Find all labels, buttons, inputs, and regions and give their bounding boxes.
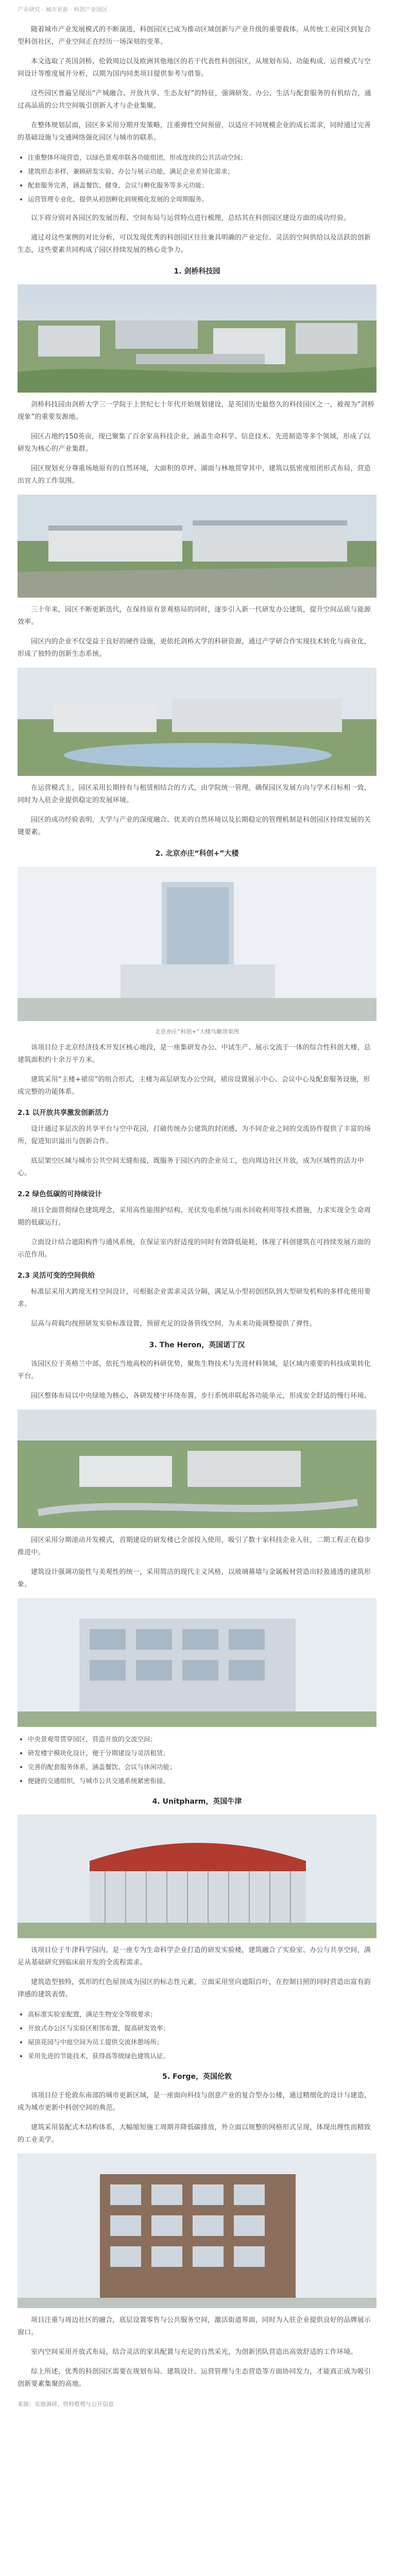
intro-paragraph: 在整体规划层面，园区多采用分期开发策略，注重弹性空间预留，以适应不同规模企业的成长需求，同时通过完善的基础设施与交通网络强化园区与城市的联系。 [18,122,371,142]
section-4 [0,1796,394,2062]
body-paragraph: 园区规划充分尊重场地原有的自然环境，大面积的草坪、湖面与林地贯穿其中，建筑以低密度组团形式布局，营造出宜人的工作氛围。 [18,465,371,485]
section-2 [0,848,394,1330]
body-paragraph: 园区占地约150英亩，现已聚集了百余家高科技企业，涵盖生命科学、信息技术、先进制造等多个领域，形成了以研发为核心的产业集群。 [18,433,371,453]
tower-render [18,867,376,1021]
body-paragraph: 设计通过多层次的共享平台与空中花园，打破传统办公建筑的封闭感，为不同企业之间的交流协作提供了丰富的场所，促进知识溢出与创新合作。 [18,1125,371,1145]
body-paragraph: 立面设计结合遮阳构件与通风系统，在保证室内舒适度的同时有效降低能耗，体现了科创建筑在可持续发展方面的示范作用。 [18,1239,371,1259]
list-item: • 完善的配套服务体系，涵盖餐饮、会议与休闲功能； [28,1761,376,1773]
body-paragraph: 该项目位于伦敦东南部的城市更新区域，是一座面向科技与创意产业的复合型办公楼，通过精细化的设计与建造，成为城市更新中科创空间的典范。 [18,2092,371,2112]
subsection-title: 2.3 灵活可变的空间供给 [18,1272,95,1280]
list-item: • 配套服务完善，涵盖餐饮、健身、会议与孵化服务等多元功能； [28,179,376,191]
section-3 [0,1340,394,1787]
intro-section [0,24,394,257]
body-paragraph: 标准层采用大跨度无柱空间设计，可根据企业需求灵活分隔，满足从小型初创团队到大型研发机构的多样化使用要求。 [18,1288,371,1308]
list-item: • 采用先进的节能技术，获得高等级绿色建筑认证。 [28,2050,376,2062]
street-photo-1 [18,495,376,598]
list-item: • 运营管理专业化，提供从初创孵化到规模化发展的全周期服务。 [28,193,376,205]
body-paragraph: 园区内的企业不仅受益于良好的硬件设施，更依托剑桥大学的科研资源，通过产学研合作实现技术转化与商业化，形成了独特的创新生态系统。 [18,638,371,658]
sec3-bullet-list [18,1733,376,1787]
list-item: • 便捷的交通组织，与城市公共交通系统紧密衔接。 [28,1775,376,1787]
body-paragraph: 园区整体布局以中央绿地为核心，各研发楼宇环绕布置，步行系统串联起各功能单元，形成安全舒适的慢行环境。 [31,1392,371,1400]
section-title: 2. 北京亦庄“科创+”大楼 [155,850,239,858]
section-title: 5. Forge，英国伦敦 [162,2073,232,2081]
list-item: • 高标准实验室配置，满足生物安全等级要求； [28,2008,376,2020]
section-1 [0,266,394,839]
intro-paragraph: 随着城市产业发展模式的不断演进，科创园区已成为推动区域创新与产业升级的重要载体。从传统工业园区到复合型科创社区，产业空间正在经历一场深刻的变革。 [18,26,371,46]
subsection-title: 2.1 以开放共享激发创新活力 [18,1109,109,1117]
section-title: 1. 剑桥科技园 [174,267,220,276]
body-paragraph: 项目全面贯彻绿色建筑理念，采用高性能围护结构、光伏发电系统与雨水回收利用等技术措施，力求实现全生命周期的低碳运行。 [18,1207,371,1227]
body-paragraph: 该项目位于北京经济技术开发区核心地段，是一座集研发办公、中试生产、展示交流于一体的综合性科创大楼，总建筑面积约十余万平方米。 [18,1044,371,1064]
body-paragraph: 三十年来，园区不断更新迭代，在保持原有景观格局的同时，逐步引入新一代研发办公建筑，提升空间品质与能源效率。 [18,606,371,626]
list-item: • 中央景观带贯穿园区，营造开放的交流空间； [28,1733,376,1745]
sec4-bullet-list [18,2008,376,2062]
body-paragraph: 底层架空区域与城市公共空间无缝衔接，既服务于园区内的企业员工，也向周边社区开放，成为区域性的活力中心。 [18,1157,364,1177]
body-paragraph: 该项目位于牛津科学园内，是一座专为生命科学企业打造的研发实验楼，建筑融合了实验室、办公与共享空间，满足从基础研究到临床前开发的全流程需求。 [18,1946,371,1967]
section-title: 4. Unitpharm，英国牛津 [152,1798,242,1806]
section-title: 3. The Heron，英国诺丁汉 [149,1341,245,1349]
list-item: • 屋顶花园与中庭空间为员工提供交流休憩场所； [28,2036,376,2048]
aerial-photo-1 [18,284,376,393]
section-5 [0,2071,394,2408]
body-paragraph: 建筑设计强调功能性与美观性的统一，采用简洁的现代主义风格，以玻璃幕墙与金属板材营造出轻盈通透的建筑形象。 [18,1568,371,1588]
body-paragraph: 室内空间采用开放式布局，结合灵活的家具配置与充足的自然采光，为创新团队营造出高效舒适的工作环境。 [31,2348,357,2356]
intro-bullet-list [18,151,376,205]
body-paragraph: 建筑采用装配式木结构体系，大幅缩短施工周期并降低碳排放，外立面以规整的网格形式呈现，体现出理性而精致的工业美学。 [18,2124,371,2144]
image-caption: 北京亦庄“科创+”大楼鸟瞰效果图 [155,1028,239,1035]
aerial-photo-2 [18,1410,376,1528]
landscape-photo-1 [18,668,376,776]
subsection-title: 2.2 绿色低碳的可持续设计 [18,1190,102,1198]
body-paragraph: 建筑采用“主楼+裙房”的组合形式，主楼为高层研发办公空间，裙房设置展示中心、会议中心及配套服务设施，形成完整的功能体系。 [18,1076,370,1096]
list-item: • 开放式办公区与实验区相邻布置，提高研发效率； [28,2022,376,2034]
body-paragraph: 园区的成功经验表明，大学与产业的深度融合、优美的自然环境以及长期稳定的管理机制是科创园区持续发展的关键要素。 [18,816,371,836]
body-paragraph: 项目注重与周边社区的融合，底层设置零售与公共服务空间，激活街道界面，同时为入驻企业提供良好的品牌展示窗口。 [18,2316,371,2336]
article-header-meta: 产业研究 · 城市更新 · 科创产业园区 [18,6,108,13]
body-paragraph: 园区采用分期滚动开发模式，首期建设的研发楼已全部投入使用，吸引了数十家科技企业入驻，二期工程正在稳步推进中。 [18,1536,371,1556]
forge-photo [18,2154,376,2308]
body-paragraph: 建筑造型独特，弧形的红色屋顶成为园区的标志性元素，立面采用竖向遮阳百叶，在控制日照的同时营造出富有韵律感的建筑表情。 [18,1978,371,1998]
body-paragraph: 在运营模式上，园区采用长期持有与租赁相结合的方式，由学院统一管理，确保园区发展方向与学术目标相一致，同时为入驻企业提供稳定的发展环境。 [18,784,371,804]
article-footer: 来源：实地调研、资料整理与公开信息 [18,2401,114,2408]
body-paragraph: 综上所述，优秀的科创园区需要在规划布局、建筑设计、运营管理与生态营造等方面协同发力，才能真正成为吸引创新要素集聚的高地。 [18,2368,371,2388]
intro-paragraph: 这些园区普遍呈现出“产城融合、开放共享、生态友好”的特征，强调研发、办公、生活与配套服务的有机结合，通过高品质的公共空间吸引创新人才与企业集聚。 [18,90,371,110]
unitpharm-photo [18,1815,376,1938]
list-item: • 研发楼宇模块化设计，便于分期建设与灵活租赁； [28,1747,376,1759]
building-photo-3 [18,1598,376,1727]
list-item: • 建筑形态多样，兼顾研发实验、办公与展示功能，满足企业差异化需求； [28,165,376,177]
body-paragraph: 剑桥科技园由剑桥大学三一学院于上世纪七十年代开始规划建设，是英国历史最悠久的科技园区之一，被视为“剑桥现象”的重要发源地。 [18,401,374,421]
intro-paragraph: 以下将分别对各园区的发展历程、空间布局与运营特点进行梳理，总结其在科创园区建设方面的成功经验。 [31,214,351,222]
body-paragraph: 该园区位于英格兰中部，依托当地高校的科研优势，聚焦生物技术与先进材料领域，是区域内重要的科技成果转化平台。 [18,1360,371,1380]
body-paragraph: 层高与荷载均按照研发实验标准设置，预留充足的设备管线空间，为未来功能调整提供了弹性。 [31,1320,317,1328]
intro-paragraph: 本文选取了英国剑桥、伦敦周边以及欧洲其他地区的若干代表性科创园区，从规划布局、功能构成、运营模式与空间设计等维度展开分析，以期为国内同类项目提供参考与借鉴。 [18,58,371,78]
list-item: • 注重整体环境营造，以绿色景观串联各功能组团，形成连续的公共活动空间； [28,151,376,163]
intro-paragraph: 通过对这些案例的对比分析，可以发现优秀的科创园区往往兼具明确的产业定位、灵活的空间供给以及活跃的创新生态，这些要素共同构成了园区持续发展的核心竞争力。 [18,234,371,254]
